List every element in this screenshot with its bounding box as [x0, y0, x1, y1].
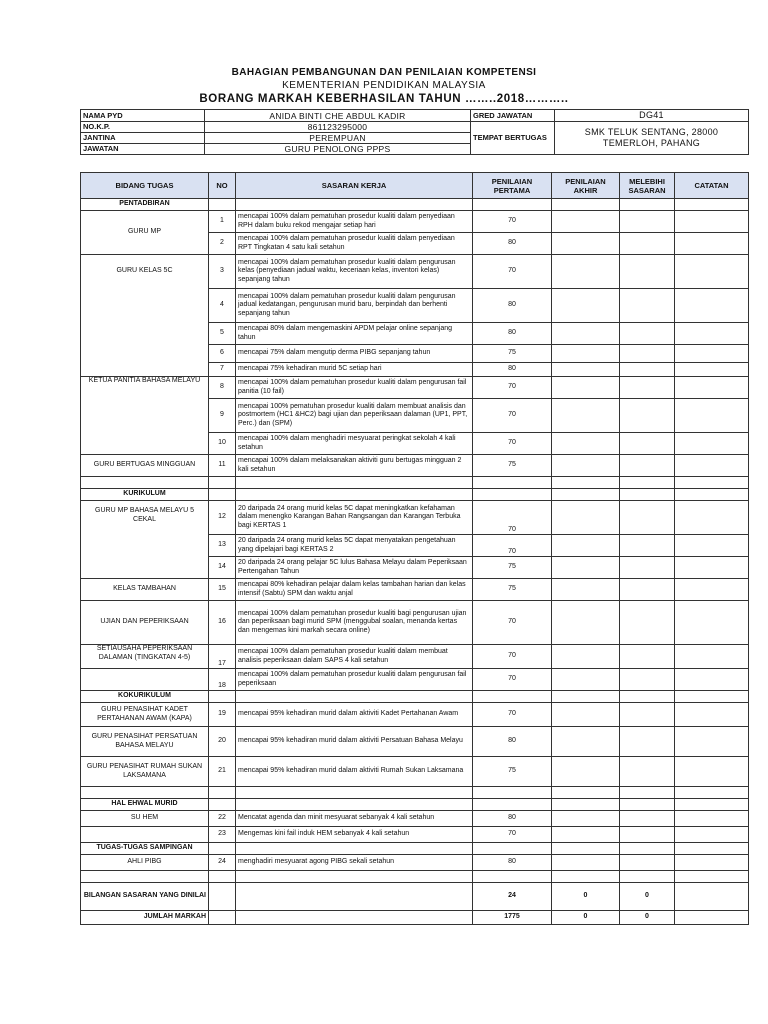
staff-info-table [80, 109, 749, 155]
area-kapa: GURU PENASIHAT KADET PERTAHANAN AWAM (KAPA) [81, 703, 209, 727]
section-row [81, 489, 749, 501]
row-no: 2 [209, 233, 236, 255]
table-row [81, 579, 749, 601]
area-persatuan-bm: GURU PENASIHAT PERSATUAN BAHASA MELAYU [81, 727, 209, 757]
row-no: 6 [209, 345, 236, 363]
nama-value: ANIDA BINTI CHE ABDUL KADIR [205, 110, 471, 122]
row-target: mencapai 95% kehadiran murid dalam aktiviti Persatuan Bahasa Melayu [236, 727, 473, 757]
section-row [81, 199, 749, 211]
jumlah-melebihi: 0 [620, 911, 675, 925]
row-no: 20 [209, 727, 236, 757]
row-score: 75 [473, 455, 552, 477]
row-no: 19 [209, 703, 236, 727]
row-target: mencapai 100% dalam pematuhan prosedur kualiti dalam penyediaan RPH dalam buku rekod mengajar setiap hari [236, 211, 473, 233]
table-header [81, 173, 749, 199]
table-row [81, 757, 749, 787]
row-target: 20 daripada 24 orang murid kelas 5C dapat meningkatkan kefahaman dalam menengko Karangan Bahan Rangsangan dan Karangan Terbuka bagi KERTAS 1 [236, 501, 473, 535]
table-row [81, 811, 749, 827]
jantina-value: PEREMPUAN [205, 133, 471, 144]
row-no: 13 [209, 535, 236, 557]
row-score: 75 [473, 757, 552, 787]
row-no: 14 [209, 557, 236, 579]
row-no: 17 [209, 645, 236, 669]
jumlah-akhir: 0 [552, 911, 620, 925]
spacer-row [81, 787, 749, 799]
row-no: 23 [209, 827, 236, 843]
row-target: mencapai 95% kehadiran murid dalam aktiviti Rumah Sukan Laksamana [236, 757, 473, 787]
area-setiausaha: SETIAUSAHA PEPERIKSAAN DALAMAN (TINGKATAN 4-5) [81, 645, 209, 669]
section-kokurikulum: KOKURIKULUM [81, 691, 209, 703]
row-target: mencapai 100% dalam pematuhan prosedur kualiti dalam pengurusan kelas (penyediaan jadual waktu, keceriaan kelas, inventori kelas) sepanjang tahun [236, 255, 473, 289]
nama-label: NAMA PYD [81, 110, 205, 122]
row-target: mencapai 80% kehadiran pelajar dalam kelas tambahan harian dan kelas intensif (Sabtu) SPM dan waktu anjal [236, 579, 473, 601]
section-hal-ehwal: HAL EHWAL MURID [81, 799, 209, 811]
row-no: 4 [209, 289, 236, 323]
row-no: 15 [209, 579, 236, 601]
row-no: 10 [209, 433, 236, 455]
table-row [81, 669, 749, 691]
row-target: 20 daripada 24 orang murid kelas 5C dapat menyatakan pengetahuan yang dipelajari bagi KERTAS 2 [236, 535, 473, 557]
title-form: BORANG MARKAH KEBERHASILAN TAHUN ……..2018……….. [199, 93, 569, 105]
jumlah-label: JUMLAH MARKAH [81, 911, 209, 925]
row-score: 75 [473, 557, 552, 579]
row-target: 20 daripada 24 orang pelajar 5C lulus Bahasa Melayu dalam Peperiksaan Pertengahan Tahun [236, 557, 473, 579]
row-target: menghadiri mesyuarat agong PIBG sekali setahun [236, 855, 473, 871]
table-row [81, 827, 749, 843]
row-no: 16 [209, 601, 236, 645]
table-row [81, 211, 749, 233]
row-score: 70 [473, 211, 552, 233]
col-sasaran: SASARAN KERJA [236, 173, 473, 199]
spacer-row [81, 871, 749, 883]
row-score: 70 [473, 399, 552, 433]
table-row [81, 703, 749, 727]
title-division: BAHAGIAN PEMBANGUNAN DAN PENILAIAN KOMPETENSI [231, 67, 537, 78]
col-bidang: BIDANG TUGAS [81, 173, 209, 199]
row-score: 70 [473, 703, 552, 727]
row-target: mencapai 100% dalam melaksanakan aktiviti guru bertugas mingguan 2 kali setahun [236, 455, 473, 477]
table-row [81, 501, 749, 535]
row-score: 70 [473, 601, 552, 645]
row-score: 70 [473, 433, 552, 455]
bilangan-akhir: 0 [552, 883, 620, 911]
row-score: 70 [473, 827, 552, 843]
section-row [81, 691, 749, 703]
row-no: 18 [209, 669, 236, 691]
area-guru-bertugas: GURU BERTUGAS MINGGUAN [81, 455, 209, 477]
area-kelas-tambahan: KELAS TAMBAHAN [81, 579, 209, 601]
row-score: 80 [473, 811, 552, 827]
area-guru-mp-bm: GURU MP BAHASA MELAYU 5 CEKAL [81, 501, 209, 579]
row-target: mencapai 100% pematuhan prosedur kualiti dalam membuat analisis dan postmortem (HC1 &HC2) bagi ujian dan peperiksaan dalaman (UP1, PPT, Perc.) dan (SPM) [236, 399, 473, 433]
gred-label: GRED JAWATAN [471, 110, 555, 122]
row-target: mencapai 100% dalam pematuhan prosedur kualiti dalam pengurusan fail panitia (10 fail) [236, 377, 473, 399]
row-score: 80 [473, 323, 552, 345]
table-row [81, 727, 749, 757]
row-target: Mencatat agenda dan minit mesyuarat sebanyak 4 kali setahun [236, 811, 473, 827]
row-target: mencapai 80% dalam mengemaskini APDM pelajar online sepanjang tahun [236, 323, 473, 345]
area-rumah-sukan: GURU PENASIHAT RUMAH SUKAN LAKSAMANA [81, 757, 209, 787]
row-no: 24 [209, 855, 236, 871]
nokp-value: 861123295000 [205, 122, 471, 133]
table-row [81, 645, 749, 669]
row-target: mencapai 75% dalam mengutip derma PIBG sepanjang tahun [236, 345, 473, 363]
row-no: 11 [209, 455, 236, 477]
area-guru-kelas: GURU KELAS 5C [81, 255, 209, 377]
row-score: 80 [473, 855, 552, 871]
row-score: 70 [473, 501, 552, 535]
nokp-label: NO.K.P. [81, 122, 205, 133]
tempat-value: SMK TELUK SENTANG, 28000 TEMERLOH, PAHANG [555, 122, 749, 155]
row-score: 70 [473, 255, 552, 289]
row-target: mencapai 100% dalam menghadiri mesyuarat peringkat sekolah 4 kali setahun [236, 433, 473, 455]
section-row [81, 843, 749, 855]
col-catatan: CATATAN [675, 173, 749, 199]
row-target: Mengemas kini fail induk HEM sebanyak 4 kali setahun [236, 827, 473, 843]
row-target: mencapai 95% kehadiran murid dalam aktiviti Kadet Pertahanan Awam [236, 703, 473, 727]
row-score: 80 [473, 233, 552, 255]
section-kurikulum: KURIKULUM [81, 489, 209, 501]
row-no: 1 [209, 211, 236, 233]
row-no: 8 [209, 377, 236, 399]
row-target: mencapai 100% dalam pematuhan prosedur kualiti dalam membuat analisis peperiksaan dalam SAPS 4 kali setahun [236, 645, 473, 669]
row-no: 21 [209, 757, 236, 787]
table-row [81, 377, 749, 399]
row-score: 75 [473, 345, 552, 363]
col-pertama: PENILAIAN PERTAMA [473, 173, 552, 199]
table-row [81, 855, 749, 871]
row-target: mencapai 100% dalam pematuhan prosedur kualiti bagi pengurusan ujian dan peperiksaan bagi murid SPM (menggubal soalan, menanda kertas dan mengemas kini markah secara online) [236, 601, 473, 645]
row-no: 3 [209, 255, 236, 289]
spacer-row [81, 477, 749, 489]
jantina-label: JANTINA [81, 133, 205, 144]
row-score: 80 [473, 289, 552, 323]
col-no: NO [209, 173, 236, 199]
form-titles [0, 66, 768, 107]
table-row [81, 601, 749, 645]
row-score: 70 [473, 535, 552, 557]
area-guru-mp: GURU MP [81, 211, 209, 255]
row-score: 80 [473, 363, 552, 377]
row-score: 70 [473, 645, 552, 669]
row-score: 70 [473, 377, 552, 399]
totals-count-row [81, 883, 749, 911]
row-no: 7 [209, 363, 236, 377]
area-ketua-panitia: KETUA PANITIA BAHASA MELAYU [81, 377, 209, 455]
col-akhir: PENILAIAN AKHIR [552, 173, 620, 199]
row-target: mencapai 75% kehadiran murid 5C setiap hari [236, 363, 473, 377]
row-no: 9 [209, 399, 236, 433]
section-pentadbiran: PENTADBIRAN [81, 199, 209, 211]
jawatan-label: JAWATAN [81, 144, 205, 155]
row-target: mencapai 100% dalam pematuhan prosedur kualiti dalam penyediaan RPT Tingkatan 4 satu kali setahun [236, 233, 473, 255]
table-row [81, 255, 749, 289]
row-no: 12 [209, 501, 236, 535]
area-ujian: UJIAN DAN PEPERIKSAAN [81, 601, 209, 645]
bilangan-pertama: 24 [473, 883, 552, 911]
bilangan-label: BILANGAN SASARAN YANG DINILAI [81, 883, 209, 911]
jawatan-value: GURU PENOLONG PPPS [205, 144, 471, 155]
row-score: 80 [473, 727, 552, 757]
title-ministry: KEMENTERIAN PENDIDIKAN MALAYSIA [282, 80, 486, 91]
area-su-hem: SU HEM [81, 811, 209, 827]
row-no: 5 [209, 323, 236, 345]
row-no: 22 [209, 811, 236, 827]
row-score: 70 [473, 669, 552, 691]
row-target: mencapai 100% dalam pematuhan prosedur kualiti dalam pengurusan fail peperiksaan [236, 669, 473, 691]
area-ahli-pibg: AHLI PIBG [81, 855, 209, 871]
tempat-label: TEMPAT BERTUGAS [471, 122, 555, 155]
section-sampingan: TUGAS-TUGAS SAMPINGAN [81, 843, 209, 855]
section-row [81, 799, 749, 811]
table-row [81, 455, 749, 477]
row-score: 75 [473, 579, 552, 601]
bilangan-melebihi: 0 [620, 883, 675, 911]
row-target: mencapai 100% dalam pematuhan prosedur kualiti dalam pengurusan jadual kedatangan, pengurusan murid baru, berpindah dan berhenti sepanjang tahun [236, 289, 473, 323]
gred-value: DG41 [555, 110, 749, 122]
targets-table [80, 172, 749, 925]
jumlah-pertama: 1775 [473, 911, 552, 925]
totals-sum-row [81, 911, 749, 925]
col-melebihi: MELEBIHI SASARAN [620, 173, 675, 199]
